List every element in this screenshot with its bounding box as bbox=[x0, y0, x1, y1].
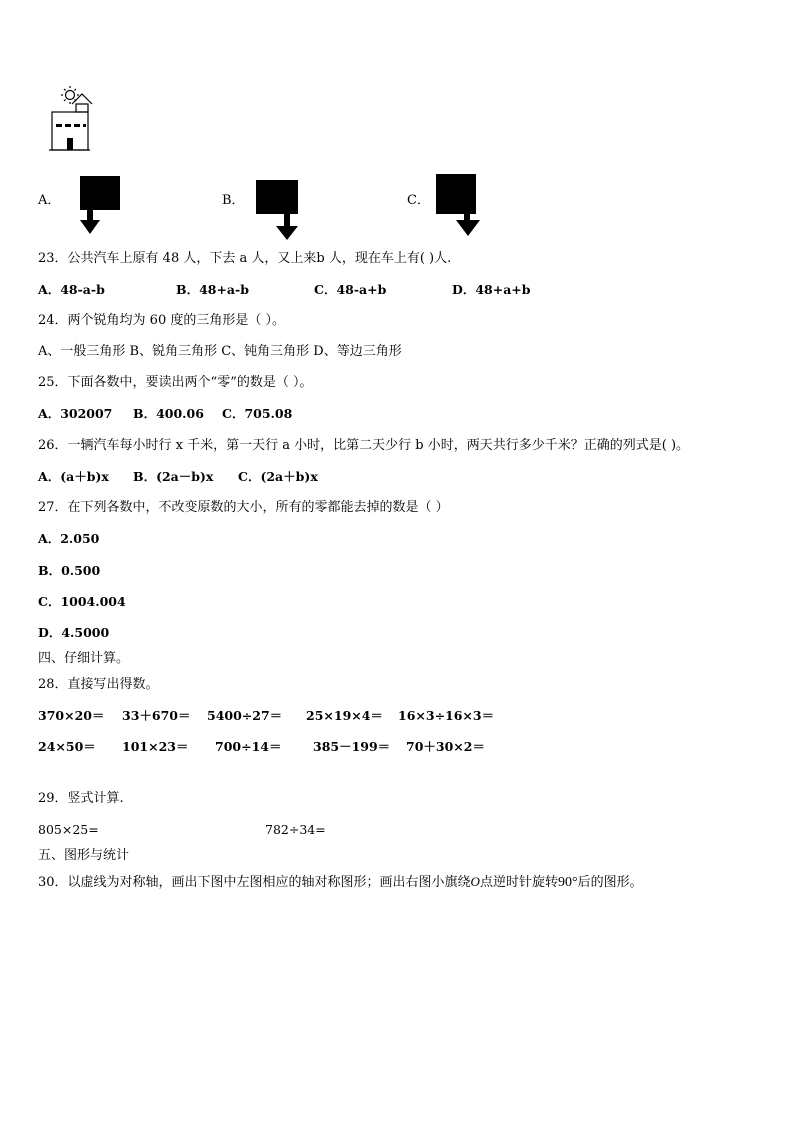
calc-item: 370×20＝ bbox=[38, 708, 105, 723]
calc-item: 101×23＝ bbox=[122, 739, 189, 754]
option-b-view-icon[interactable] bbox=[254, 178, 300, 242]
question-23-option-b[interactable]: B．48+a-b bbox=[176, 282, 249, 297]
calc-item: 385－199＝ bbox=[313, 739, 391, 754]
calc-item: 70＋30×2＝ bbox=[406, 739, 485, 754]
calc-item: 700÷14＝ bbox=[215, 739, 282, 754]
question-30-stem bbox=[38, 874, 643, 891]
question-30-stem-end: 后的图形。 bbox=[577, 875, 643, 890]
question-27-stem: 27．在下列各数中，不改变原数的大小，所有的零都能去掉的数是（ ） bbox=[38, 500, 449, 515]
question-25-option-a[interactable]: A．302007 bbox=[38, 406, 113, 421]
section-5-heading: 五、图形与统计 bbox=[38, 848, 130, 863]
question-24-stem: 24．两个锐角均为 60 度的三角形是（ ）。 bbox=[38, 313, 285, 328]
question-23-stem: 23．公共汽车上原有 48 人，下去 a 人，又上来b 人，现在车上有( )人. bbox=[38, 251, 452, 266]
question-26-option-b[interactable]: B．(2a－b)x bbox=[133, 469, 214, 484]
building-figure bbox=[46, 84, 102, 154]
question-26-option-a[interactable]: A．(a＋b)x bbox=[38, 469, 109, 484]
question-27-option-c[interactable]: C．1004.004 bbox=[38, 594, 126, 609]
question-28-stem: 28．直接写出得数。 bbox=[38, 677, 159, 692]
vertical-calc-item: 782÷34= bbox=[265, 822, 326, 837]
question-23-option-c[interactable]: C．48-a+b bbox=[314, 282, 387, 297]
question-25-stem: 25．下面各数中，要读出两个“零”的数是（ ）。 bbox=[38, 375, 313, 390]
question-25-option-c[interactable]: C．705.08 bbox=[222, 406, 293, 421]
section-4-heading: 四、仔细计算。 bbox=[38, 651, 130, 666]
rotation-angle: 90° bbox=[557, 875, 578, 890]
question-30-stem-before: 30．以虚线为对称轴，画出下图中左图相应的轴对称图形；画出右图小旗绕 bbox=[38, 875, 471, 890]
option-c-label: C． bbox=[407, 193, 430, 208]
question-25-option-b[interactable]: B．400.06 bbox=[133, 406, 204, 421]
option-b-label: B． bbox=[222, 193, 245, 208]
question-29-stem: 29．竖式计算. bbox=[38, 791, 124, 806]
question-26-stem: 26．一辆汽车每小时行 x 千米，第一天行 a 小时，比第二天少行 b 小时，两天共行多少千米？正确的列式是( )。 bbox=[38, 438, 690, 453]
calc-item: 24×50＝ bbox=[38, 739, 96, 754]
question-24-options[interactable]: A、一般三角形 B、锐角三角形 C、钝角三角形 D、等边三角形 bbox=[38, 344, 402, 359]
question-26-option-c[interactable]: C．(2a＋b)x bbox=[238, 469, 318, 484]
question-23-option-d[interactable]: D．48+a+b bbox=[452, 282, 531, 297]
question-27-option-b[interactable]: B．0.500 bbox=[38, 563, 101, 578]
option-c-view-icon[interactable] bbox=[434, 172, 486, 238]
option-a-view-icon[interactable] bbox=[78, 174, 122, 236]
calc-item: 16×3÷16×3＝ bbox=[398, 708, 495, 723]
option-a-label: A． bbox=[38, 193, 61, 208]
question-30-stem-after: 点逆时针旋转 bbox=[479, 875, 558, 890]
question-27-option-a[interactable]: A．2.050 bbox=[38, 531, 100, 546]
calc-item: 33＋670＝ bbox=[122, 708, 191, 723]
question-23-option-a[interactable]: A．48-a-b bbox=[38, 282, 105, 297]
vertical-calc-item: 805×25= bbox=[38, 822, 99, 837]
question-27-option-d[interactable]: D．4.5000 bbox=[38, 625, 110, 640]
rotation-point-label: O bbox=[470, 874, 480, 889]
calc-item: 5400÷27＝ bbox=[207, 708, 283, 723]
calc-item: 25×19×4＝ bbox=[306, 708, 383, 723]
